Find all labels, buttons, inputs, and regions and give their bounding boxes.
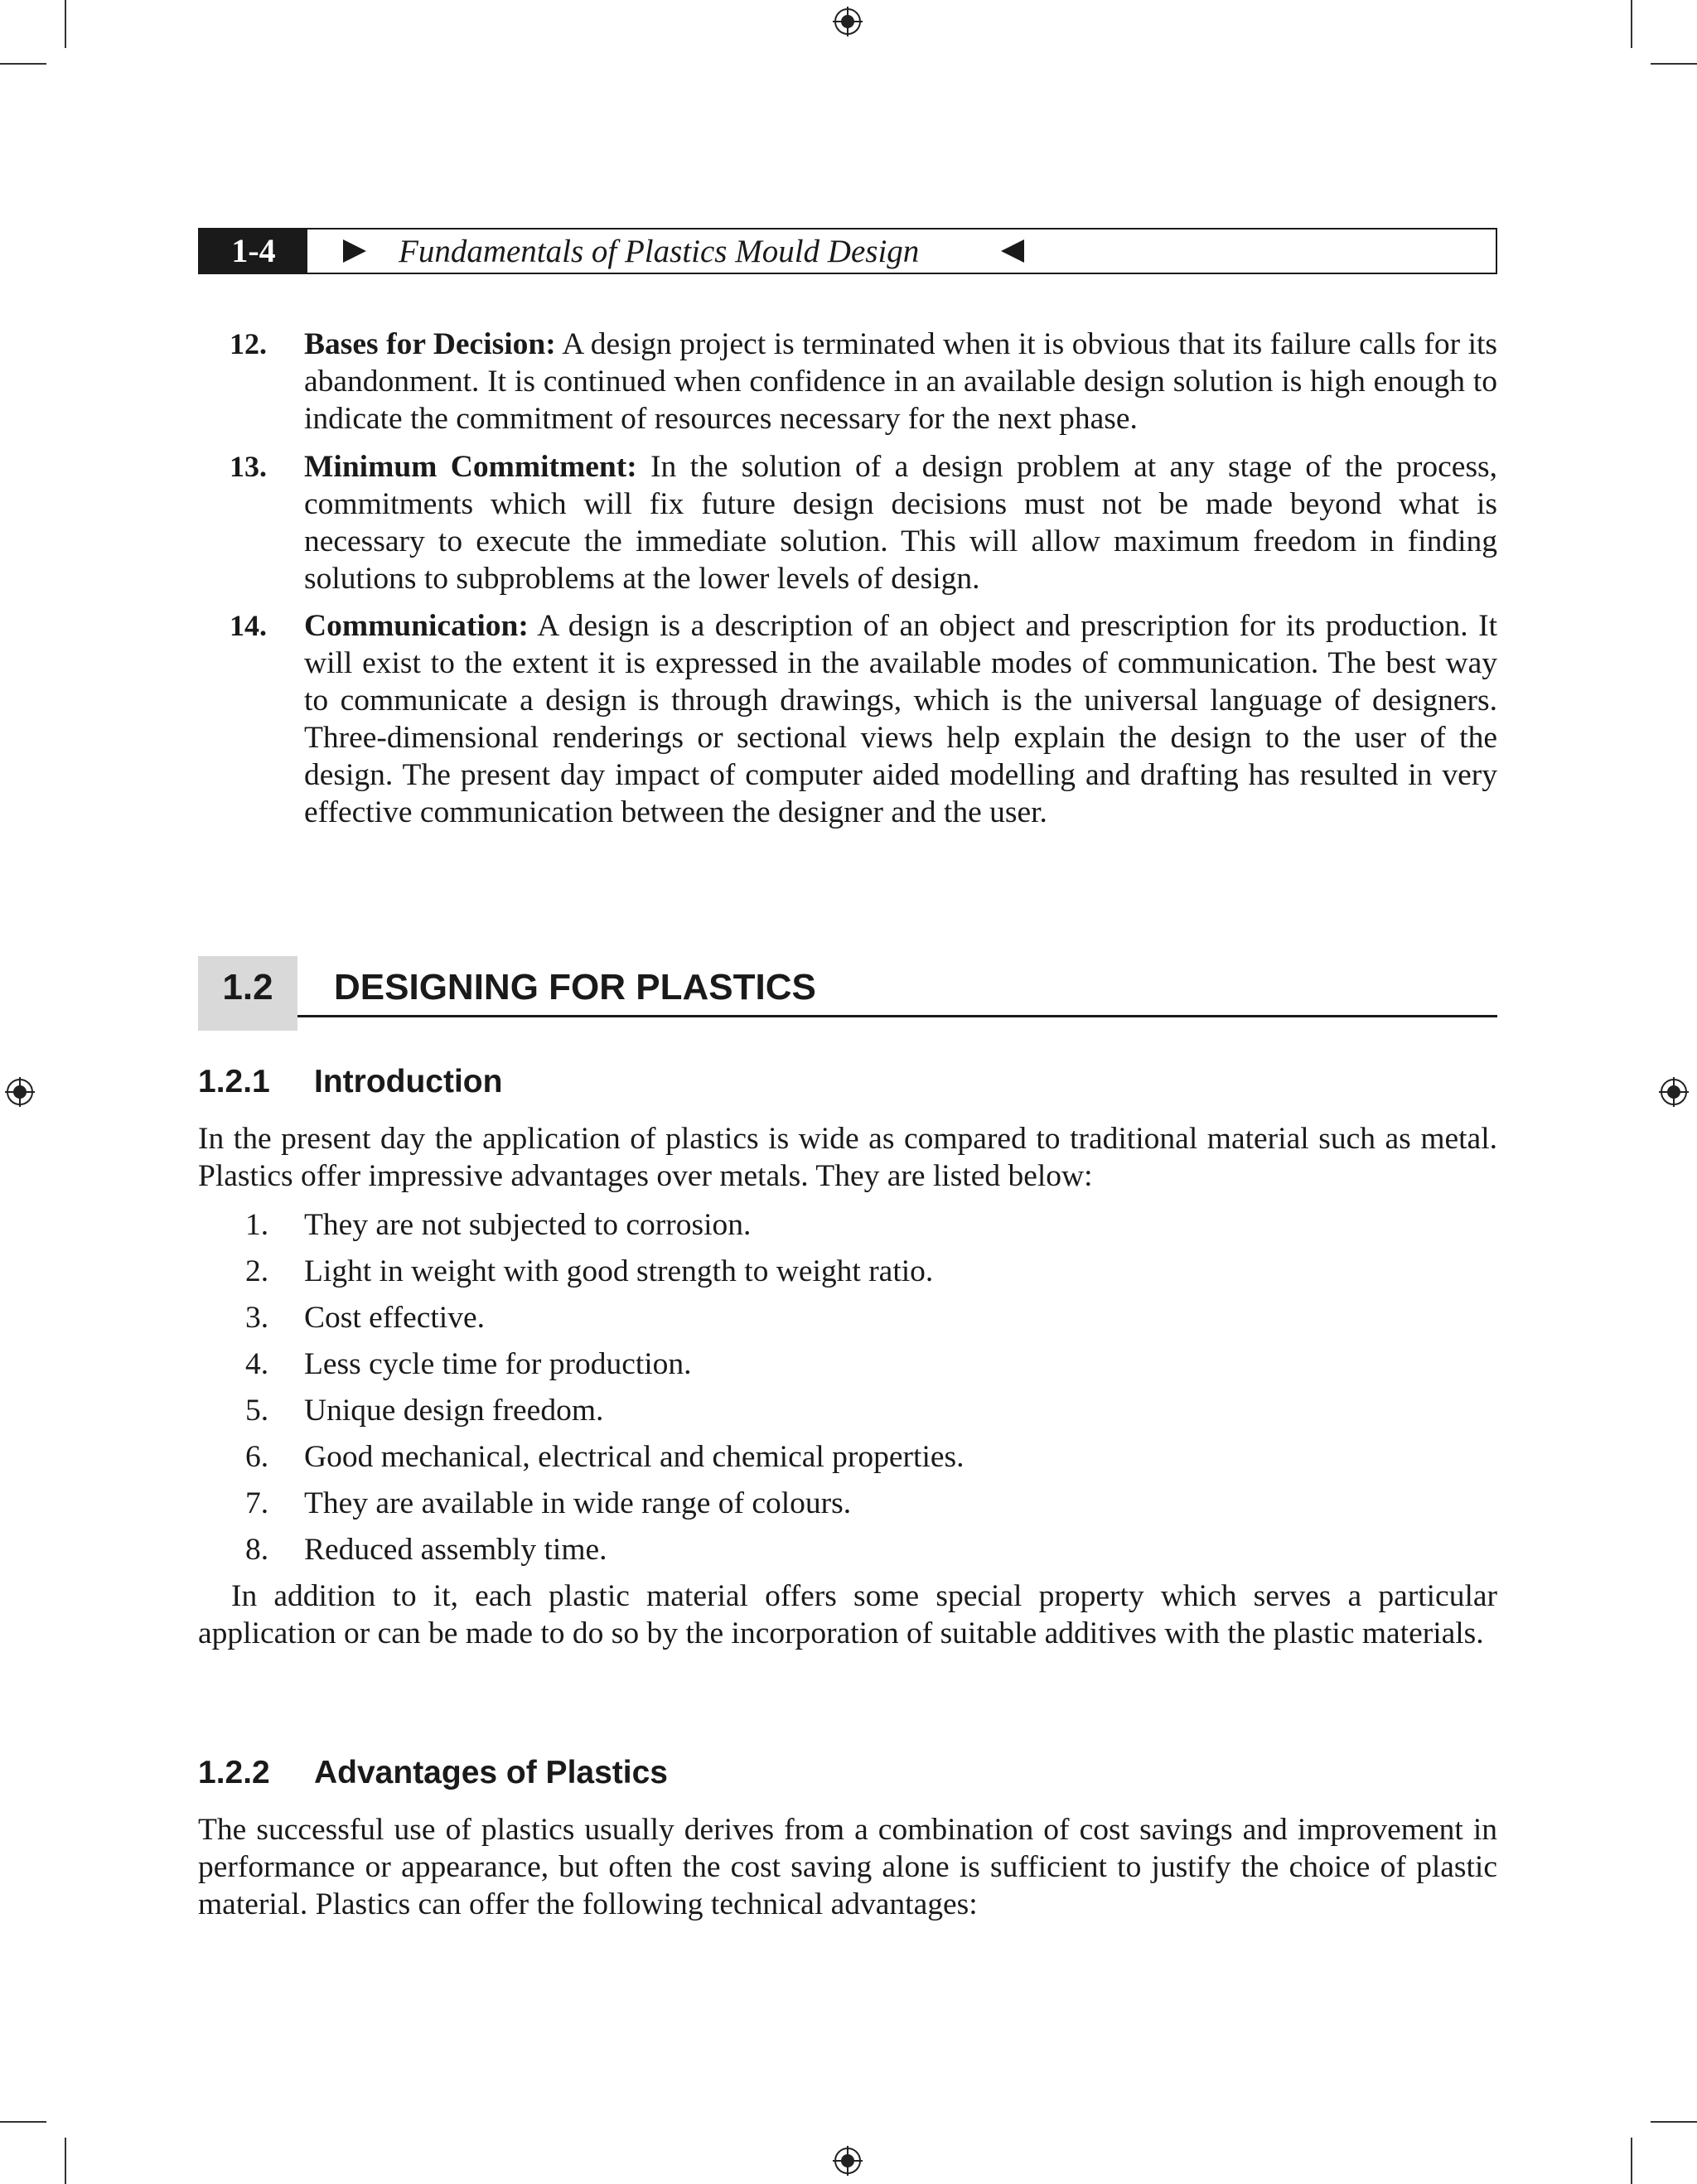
item-text: In the solution of a design problem at any stage of the process, commitments which will fix future design decisions must not be made beyond what is necessary to execute the immediate solution. This will allow maximum freedom in finding solutions to subproblems at the lower levels of design.	[304, 450, 1498, 596]
crop-mark	[1651, 2121, 1697, 2123]
registration-mark-icon	[5, 1077, 35, 1107]
subsection-heading	[198, 1752, 668, 1794]
section-heading	[198, 956, 1497, 1019]
crop-mark	[1631, 2138, 1632, 2184]
book-title: Fundamentals of Plastics Mould Design	[399, 234, 920, 269]
subsection-title: Advantages of Plastics	[314, 1755, 668, 1790]
crop-mark	[1651, 63, 1697, 65]
section-number: 1.2	[198, 956, 297, 1031]
crop-mark	[0, 2121, 46, 2123]
crop-mark	[65, 0, 66, 48]
subsection-number: 1.2.1	[198, 1064, 270, 1099]
divider	[297, 1015, 1497, 1017]
paragraph: The successful use of plastics usually derives from a combination of cost savings and improvement in performance or appearance, but often the cost saving alone is sufficient to justify the choice of plastic material. Plastics can offer the following technical advantages:	[198, 1813, 1497, 1921]
crop-mark	[0, 63, 46, 65]
crop-mark	[1631, 0, 1632, 48]
page-number: 1-4	[200, 230, 307, 273]
subsection-heading	[198, 1061, 502, 1103]
item-term: Bases for Decision:	[304, 327, 556, 361]
section-title: DESIGNING FOR PLASTICS	[334, 967, 816, 1007]
item-term: Minimum Commitment:	[304, 450, 637, 484]
paragraph: In addition to it, each plastic material offers some special property which serves a particular application or can be made to do so by the incorporation of suitable additives with the plastic materials.	[198, 1579, 1497, 1650]
crop-mark	[65, 2138, 66, 2184]
paragraph: In the present day the application of plastics is wide as compared to traditional material such as metal. Plastics offer impressive advantages over metals. They are listed below:	[198, 1122, 1497, 1193]
registration-mark-icon	[1659, 1077, 1689, 1107]
arrow-right-icon	[343, 239, 366, 263]
item-text: A design project is terminated when it is obvious that its failure calls for its abandonment. It is continued when confidence in an available design solution is high enough to indicate the commitment of resources necessary for the next phase.	[304, 327, 1497, 436]
item-number: 14.	[230, 609, 267, 642]
item-number: 12.	[230, 327, 267, 360]
arrow-left-icon	[1001, 239, 1024, 263]
subsection-number: 1.2.2	[198, 1755, 270, 1790]
registration-mark-icon	[833, 2146, 863, 2176]
running-header	[198, 228, 1497, 274]
registration-mark-icon	[833, 7, 863, 36]
item-term: Communication:	[304, 609, 529, 643]
item-number: 13.	[230, 450, 267, 483]
subsection-title: Introduction	[314, 1064, 503, 1099]
book-page: 1-4 Fundamentals of Plastics Mould Design 12. Bases for Decision: A design project is terminated when it is obvious that its failure calls for its abandonment. It is continued when confidence in an available design solution is high enough to indicate the commitment of resources necessary for the next phase. 13. Minimum Commitment: In the solution of a design problem at any stage of the process, commitments which will fix future design decisions must not be made beyond what is necessary to execute the immediate solution. This will allow maximum freedom in finding solutions to subproblems at the lower levels of design. 14. Communication: A design is a description of an object and prescription for its production. It will exist to the extent it is expressed in the available modes of communication. The best way to communicate a design is through drawings, which is the universal language of designers. Three-dimensional renderings or sectional views help explain the design to the user of the design. The present day impact of computer aided modelling and drafting has resulted in very effective communication between the designer and the user. 1.2 DESIGNING FOR PLASTICS 1.2.1 Introduction In the present day the application of plastics is wide as compared to traditional material such as metal. Plastics offer impressive advantages over metals. They are listed below: 1. They are not subjected to corrosion. 2. Light in weight with good strength to weight ratio. 3. Cost effective. 4. Less cycle time for production. 5. Unique design freedom. 6. Good mechanical, electrical and chemical properties. 7. They are available in wide range of colours. 8. Reduced assembly time. In addition to it, each plastic material offers some special property which serves a particular application or can be made to do so by the incorporation of suitable additives with the plastic materials. 1.2.2 Advantages of Plastics The successful use of plastics usually derives from a combination of cost savings and improvement in performance or appearance, but often the cost saving alone is sufficient to justify the choice of plastic material. Plastics can offer the following technical advantages:	[0, 0, 1697, 2184]
item-text: A design is a description of an object and prescription for its production. It will exist to the extent it is expressed in the available modes of communication. The best way to communicate a design is through drawings, which is the universal language of designers. Three-dimensional renderings or sectional views help explain the design to the user of the design. The present day impact of computer aided modelling and drafting has resulted in very effective communication between the designer and the user.	[304, 609, 1497, 829]
